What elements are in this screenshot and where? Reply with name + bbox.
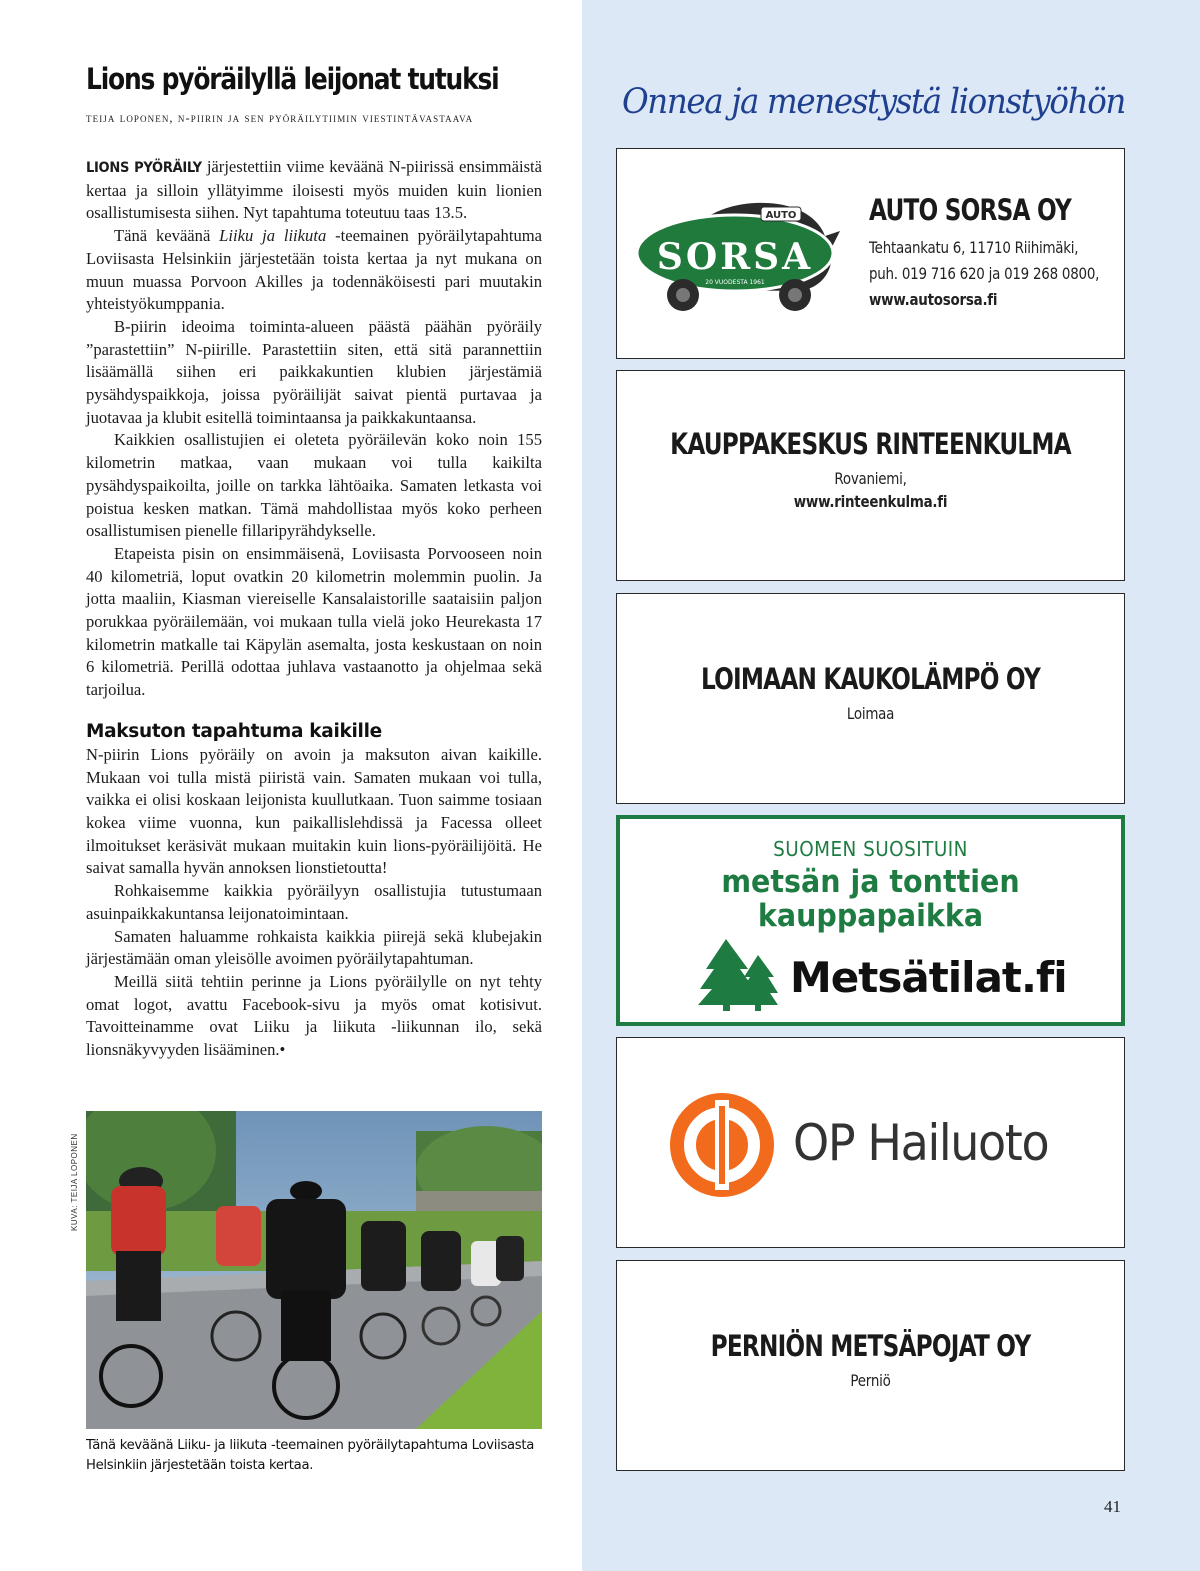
op-hailuoto-name: OP Hailuoto	[793, 1114, 1049, 1172]
loimaa-block	[617, 662, 1124, 723]
auto-sorsa-logo	[635, 191, 841, 315]
ad-op-hailuoto	[616, 1037, 1125, 1248]
paragraph-9: Meillä siitä tehtiin perinne ja Lions pyöräilylle on nyt tehty omat logot, avattu Facebook-sivu ja myös omat kotisivut. Tavoitteinamme ovat Liiku ja liikuta -liikunnan ilo, sekä lionsnäkyvyyden lisääminen.•	[86, 971, 542, 1060]
metsatilat-block	[620, 837, 1121, 933]
paragraph-7: Rohkaisemme kaikkia pyöräilyyn osallistujia tutustumaan asuinpaikkakuntansa leijonatoimintaan.	[86, 881, 542, 923]
ad-metsatilat	[616, 815, 1125, 1026]
article-title: Lions pyöräilyllä leijonat tutuksi	[86, 62, 499, 96]
paragraph-4: Kaikkien osallistujien ei oleteta pyöräilevän koko noin 155 kilometrin matkaa, vaan mukaan voi tulla kaikilta pysähdyspaikoilta, joille on tarkka lähtöaika. Samaten letkasta voi poistua kesken matkan. Tämä mahdollistaa myös koko perheen osallistumisen pienelle fillaripyrähdykselle.	[86, 430, 542, 541]
sorsa-address: Tehtaankatu 6, 11710 Riihimäki,	[869, 238, 1079, 257]
paragraph-8: Samaten haluamme rohkaista kaikkia piirejä sekä klubejakin järjestämään oman yleisölle avoimen pyöräilytapahtuman.	[86, 926, 542, 969]
sorsa-details	[869, 193, 1119, 313]
metsatilat-brand: Metsätilat.fi	[790, 953, 1067, 1002]
metsatilat-tagline-3: kauppapaikka	[757, 898, 984, 934]
op-logo-icon	[669, 1092, 775, 1198]
pernio-block	[617, 1329, 1124, 1390]
metsatilat-tagline-1: SUOMEN SUOSITUIN	[773, 837, 968, 861]
pernio-city: Perniö	[850, 1371, 891, 1390]
sorsa-company-name: AUTO SORSA OY	[869, 193, 1072, 227]
lead-word: LIONS PYÖRÄILY	[86, 160, 202, 176]
rinteenkulma-city: Rovaniemi,	[834, 469, 907, 488]
article-subheading: Maksuton tapahtuma kaikille	[86, 720, 382, 742]
sorsa-logo-small-text: AUTO	[765, 210, 797, 221]
paragraph-6: N-piirin Lions pyöräily on avoin ja maksuton aivan kaikille. Mukaan voi tulla mistä piiristä vain. Samaten mukaan voi tulla, vaikka ei olisi koskaan leijonista kuullutkaan. Tuon saimme tosiaan kokea viime vuonna, kun paikallislehdissä ja Facessa olleet ilmoitukset keräsivät mukaan muitakin kuin lions-pyöräilijöitä. He saivat samalla hyvän annoksen lionstietoutta!	[86, 744, 542, 878]
ad-pernion-metsapojat	[616, 1260, 1125, 1471]
paragraph-3: B-piirin ideoima toiminta-alueen päästä päähän pyöräily ”parastettiin” N-piirille. Parastettiin siten, että sitä parannettiin lisäämällä siihen eri paikkakuntien klubien järjestämiä pysähdyspaikkoja, joissa pyöräilijät saivat pientä purtavaa ja juotavaa ja klubit esitellä toimintaansa ja paikkakuntaansa.	[86, 316, 542, 427]
cyclists-illustration	[86, 1111, 542, 1429]
sorsa-phone: puh. 019 716 620 ja 019 268 0800,	[869, 264, 1100, 283]
article-byline: teija loponen, n-piirin ja sen pyöräilytiimin viestintävastaava	[86, 111, 474, 125]
rinteenkulma-block	[617, 427, 1124, 511]
loimaa-city: Loimaa	[846, 704, 895, 723]
ad-rinteenkulma	[616, 370, 1125, 581]
paragraph-5: Etapeista pisin on ensimmäisenä, Loviisasta Porvooseen noin 40 kilometriä, loput ovatkin 20 kilometrin molemmin puolin. Ja jotta maaliin, Kiasman viereiselle Kansalaistorille saataisiin paljon porukkaa pyöräilemään, voi mukaan tulla vielä joko Heurekasta 17 kilometrin matkalle tai Käpylän asemalta, josta keskustaan on noin 6 kilometriä. Perillä odottaa juhlava vastaanotto ja ohjelmaa sekä tarjoilua.	[86, 543, 542, 700]
paragraph-1	[86, 156, 542, 225]
ad-auto-sorsa	[616, 148, 1125, 359]
rinteenkulma-website-link[interactable]: www.rinteenkulma.fi	[793, 492, 948, 511]
photo-caption: Tänä keväänä Liiku- ja liikuta -teemainen pyöräilytapahtuma Loviisasta Helsinkiin järjestetään toista kertaa.	[86, 1438, 535, 1473]
article-body	[86, 156, 542, 1062]
rinteenkulma-name: KAUPPAKESKUS RINTEENKULMA	[670, 427, 1071, 461]
cyclists-photo	[86, 1111, 542, 1429]
paragraph-1-text: järjestettiin viime keväänä N-piirissä ensimmäistä kertaa ja silloin yllätyimme iloisesti myös muiden kuin lionien osallistumisesta siihen. Nyt tapahtuma toteutuu taas 13.5.	[86, 157, 542, 223]
paragraph-2-emphasis: Liiku ja liikuta	[219, 226, 327, 246]
paragraph-2-text-a: Tänä keväänä	[114, 226, 220, 246]
ad-loimaan-kaukolampo	[616, 593, 1125, 804]
sorsa-logo-main-text: SORSA	[656, 236, 814, 278]
sorsa-logo-since-text: 20 VUODESTA 1961	[705, 279, 765, 286]
sorsa-website-link[interactable]: www.autosorsa.fi	[869, 290, 998, 309]
paragraph-2	[86, 225, 542, 316]
pernio-name: PERNIÖN METSÄPOJAT OY	[710, 1329, 1031, 1363]
loimaa-name: LOIMAAN KAUKOLÄMPÖ OY	[700, 662, 1041, 696]
page-number: 41	[1104, 1497, 1121, 1516]
paragraph-2-text-b: -teemainen pyöräilytapahtuma Loviisasta Helsinkiin järjestetään toista kertaa ja nyt mukana on muun muassa Porvoon Akilles ja todennäköisesti pari muutakin yhteistyökumppania.	[86, 226, 543, 314]
photo-credit: KUVA: TEIJA LOPONEN	[70, 1133, 79, 1231]
spruce-trees-icon	[698, 939, 778, 1011]
sponsor-slogan: Onnea ja menestystä lionstyöhön	[622, 82, 1125, 122]
metsatilat-tagline-2: metsän ja tonttien	[721, 864, 1020, 900]
